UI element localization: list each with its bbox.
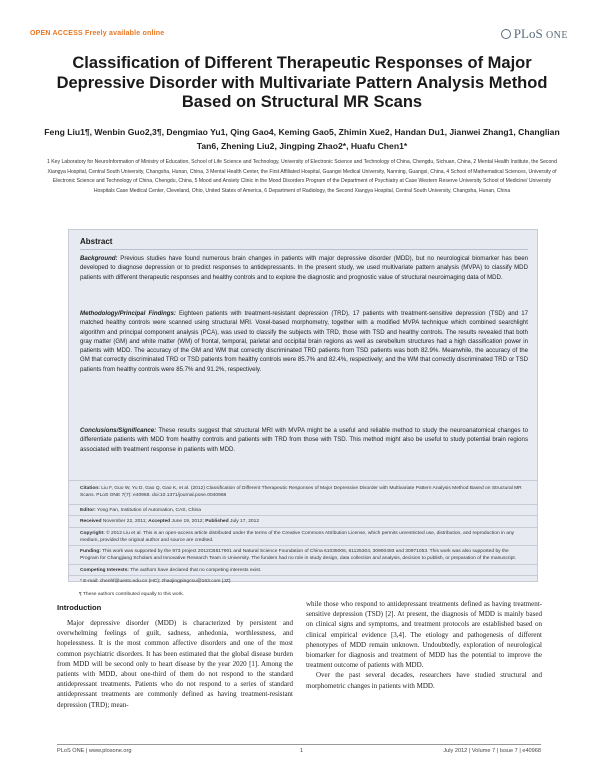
page-footer (57, 748, 541, 758)
competing-label: Competing Interests: (80, 568, 129, 573)
background-text: Previous studies have found numerous brain changes in patients with major depressive disorder (MDD), but no neurological biomarker has been developed to diagnose depression or to predict responses to antidepressants. In the present study, we used multivariate pattern analysis (MVPA) to classify MDD patients with different therapeutic responses and healthy controls and to explore the diagnostic and prognostic value of structural neuroimaging data of MDD. (80, 255, 528, 281)
funding-label: Funding: (80, 549, 101, 554)
journal-logo[interactable] (501, 26, 568, 42)
citation (80, 485, 528, 499)
published-date: July 17, 2012 (230, 519, 260, 524)
intro-paragraph-1-continued: while those who respond to antidepressant treatments defined as having treatment-sensitive depression (TSD) [2]. At present, the diagnosis of MDD is mainly based on clinical signs and symptoms, and treatment protocols are established based on clinical empirical evidence [3,4]. The etiology and pathogenesis of different phenotypes of MDD remain unknown. Undoubtedly, exploration of neurological biomarker for diagnosis and treatment of MDD has the potential to improve the treatment outcome of patients with MDD. (306, 600, 542, 670)
plos-circle-icon (501, 29, 511, 39)
footer-journal-link[interactable]: PLoS ONE | www.plosone.org (57, 748, 132, 754)
affiliations: 1 Key Laboratory for NeuroInformation of Ministry of Education, School of Life Science and Technology, University of Electronic Science and Technology of China, Chengdu, Sichuan, China, 2 Mental Health Institute, the Second Xiangya Hospital, Central South University, Changsha, Hunan, China, 3 Mental Health Center, the First Affiliated Hospital, Guangxi Medical University, Nanning, Guangxi, China, 4 School of Mathematical Sciences, University of Electronic Science and Technology of China, Chengdu, China, 5 Mood and Anxiety Clinic in the Mood Disorders Program of the Department of Psychiatry at Case Western Reserve University School of Medicine/ University Hospitals Case Medical Center, Cleveland, Ohio, United States of America, 6 Department of Radiology, the Second Xiangya Hospital, Central South University, Changsha, Hunan, China (47, 159, 557, 194)
editor (80, 507, 528, 514)
metadata-divider (69, 480, 537, 481)
metadata-divider (69, 575, 537, 576)
metadata-divider (69, 527, 537, 528)
abstract-methods (80, 309, 528, 374)
copyright-text: © 2012 Liu et al. This is an open-access article distributed under the terms of the Creative Commons Attribution License, which permits unrestricted use, distribution, and reproduction in any medium, provided the original author and source are credited. (80, 531, 515, 544)
corresponding-email[interactable]: * E-mail: chenhf@uestc.edu.cn (HC); zhaojingpingcsu@163.com (JZ) (80, 579, 231, 584)
abstract-background (80, 254, 528, 282)
funding-text: This work was supported by the 973 project 2012CB517901 and Natural Science Foundation of China 61035006, 61125304, 30900483 and 30971053. This work was also supported by the Program for Changjiang Scholars and Innovative Research Team in University. The funders had no role in study design, data collection and analysis, decision to publish, or preparation of the manuscript. (80, 549, 517, 562)
intro-paragraph-2: Over the past several decades, researchers have studied structural and morphometric changes in patients with MDD. (306, 671, 542, 690)
conclusions-text: These results suggest that structural MRI with MVPA might be a useful and reliable method to study the neuroanatomical changes to differentiate patients with MDD from healthy controls and patients with TRD from those with TSD. This method might also be useful to study potential brain regions associated with treatment response in patients with MDD. (80, 427, 528, 453)
copyright (80, 530, 528, 544)
citation-text: Liu F, Guo W, Yu D, Gao Q, Gao K, et al. (2012) Classification of Different Therapeutic Responses of Major Depressive Disorder with Multivariate Pattern Analysis Method Based on Structural MR Scans. PLoS ONE 7(7): e40968. doi:10.1371/journal.pone.0040968 (80, 486, 522, 499)
funding (80, 548, 528, 562)
footer-divider (57, 744, 541, 745)
journal-logo-text: PLoS (513, 26, 543, 41)
author-list: Feng Liu1¶, Wenbin Guo2,3¶, Dengmiao Yu1, Qing Gao4, Keming Gao5, Zhimin Xue2, Handan Du1, Jianwei Zhang1, Changlian Tan6, Zhening Liu2, Jingping Zhao2*, Huafu Chen1* (44, 127, 560, 151)
body-column-left (57, 618, 293, 710)
body-column-right (306, 599, 542, 691)
dates (80, 518, 528, 525)
methods-text: Eighteen patients with treatment-resistant depression (TRD), 17 patients with treatment-sensitive depression (TSD) and 17 matched healthy controls were scanned using structural MRI. Voxel-based morphometry, together with a modified MVPA technique which combined searchlight algorithm and principal component analysis (PCA), was used to classify the subjects with TRD, those with TSD and healthy controls. The results revealed that both gray matter (GM) and white matter (WM) of frontal, temporal, parietal and occipital brain regions as well as cerebellum structures had a high classification power in patients with MDD. The accuracy of the GM and WM that correctly discriminated TRD patients from TSD patients was both 82.9%. Meanwhile, the accuracy of the GM that correctly discriminated TRD or TSD patients from healthy controls were 85.7% and 82.4%, respectively; and the WM that correctly discriminated TRD or TSD patients from healthy controls were 85.7% and 91.2%, respectively. (80, 310, 529, 373)
methods-label: Methodology/Principal Findings: (80, 310, 176, 317)
background-label: Background: (80, 255, 118, 262)
footer-issue-info: July 2012 | Volume 7 | Issue 7 | e40968 (443, 748, 541, 754)
copyright-label: Copyright: (80, 531, 105, 536)
abstract-heading: Abstract (80, 237, 113, 246)
equal-contribution-note: ¶ These authors contributed equally to this work. (79, 592, 185, 597)
abstract-divider (80, 249, 528, 250)
page-number: 1 (300, 748, 304, 754)
competing-text: The authors have declared that no competing interests exist. (130, 568, 262, 573)
section-heading-introduction: Introduction (57, 603, 102, 612)
editor-text: Yong Fan, Institution of Automation, CAS, China (97, 508, 201, 513)
article-title: Classification of Different Therapeutic Responses of Major Depressive Disorder with Multivariate Pattern Analysis Method Based on Structural MR Scans (56, 54, 548, 111)
intro-paragraph-1: Major depressive disorder (MDD) is characterized by persistent and overwhelming feelings of guilt, sadness, anhedonia, worthlessness, and hopelessness. It is the most common affective disorders and one of the most common psychiatric disorders. It has been estimated that the global disease burden from MDD will be second only to heart disease by the year 2020 [1]. Among the patients with MDD, about one-third of them do not respond to the standard antidepressant treatments. Patients who do not respond to a series of standard antidepressant treatments are commonly defined as having treatment-resistant depression (TRD); mean- (57, 619, 293, 709)
published-label: Published (205, 519, 229, 524)
accepted-date: June 19, 2012; (171, 519, 204, 524)
open-access-badge[interactable]: OPEN ACCESS Freely available online (30, 30, 165, 37)
conclusions-label: Conclusions/Significance: (80, 427, 157, 434)
journal-logo-suffix: ONE (545, 30, 568, 41)
competing-interests (80, 567, 528, 574)
accepted-label: Accepted (148, 519, 171, 524)
abstract-box (68, 229, 538, 582)
editor-label: Editor: (80, 508, 96, 513)
received-label: Received (80, 519, 102, 524)
citation-label: Citation: (80, 486, 100, 491)
metadata-divider (69, 564, 537, 565)
page-header (30, 28, 570, 44)
abstract-conclusions (80, 426, 528, 454)
metadata-divider (69, 515, 537, 516)
metadata-divider (69, 504, 537, 505)
received-date: November 22, 2011; (102, 519, 147, 524)
metadata-divider (69, 545, 537, 546)
